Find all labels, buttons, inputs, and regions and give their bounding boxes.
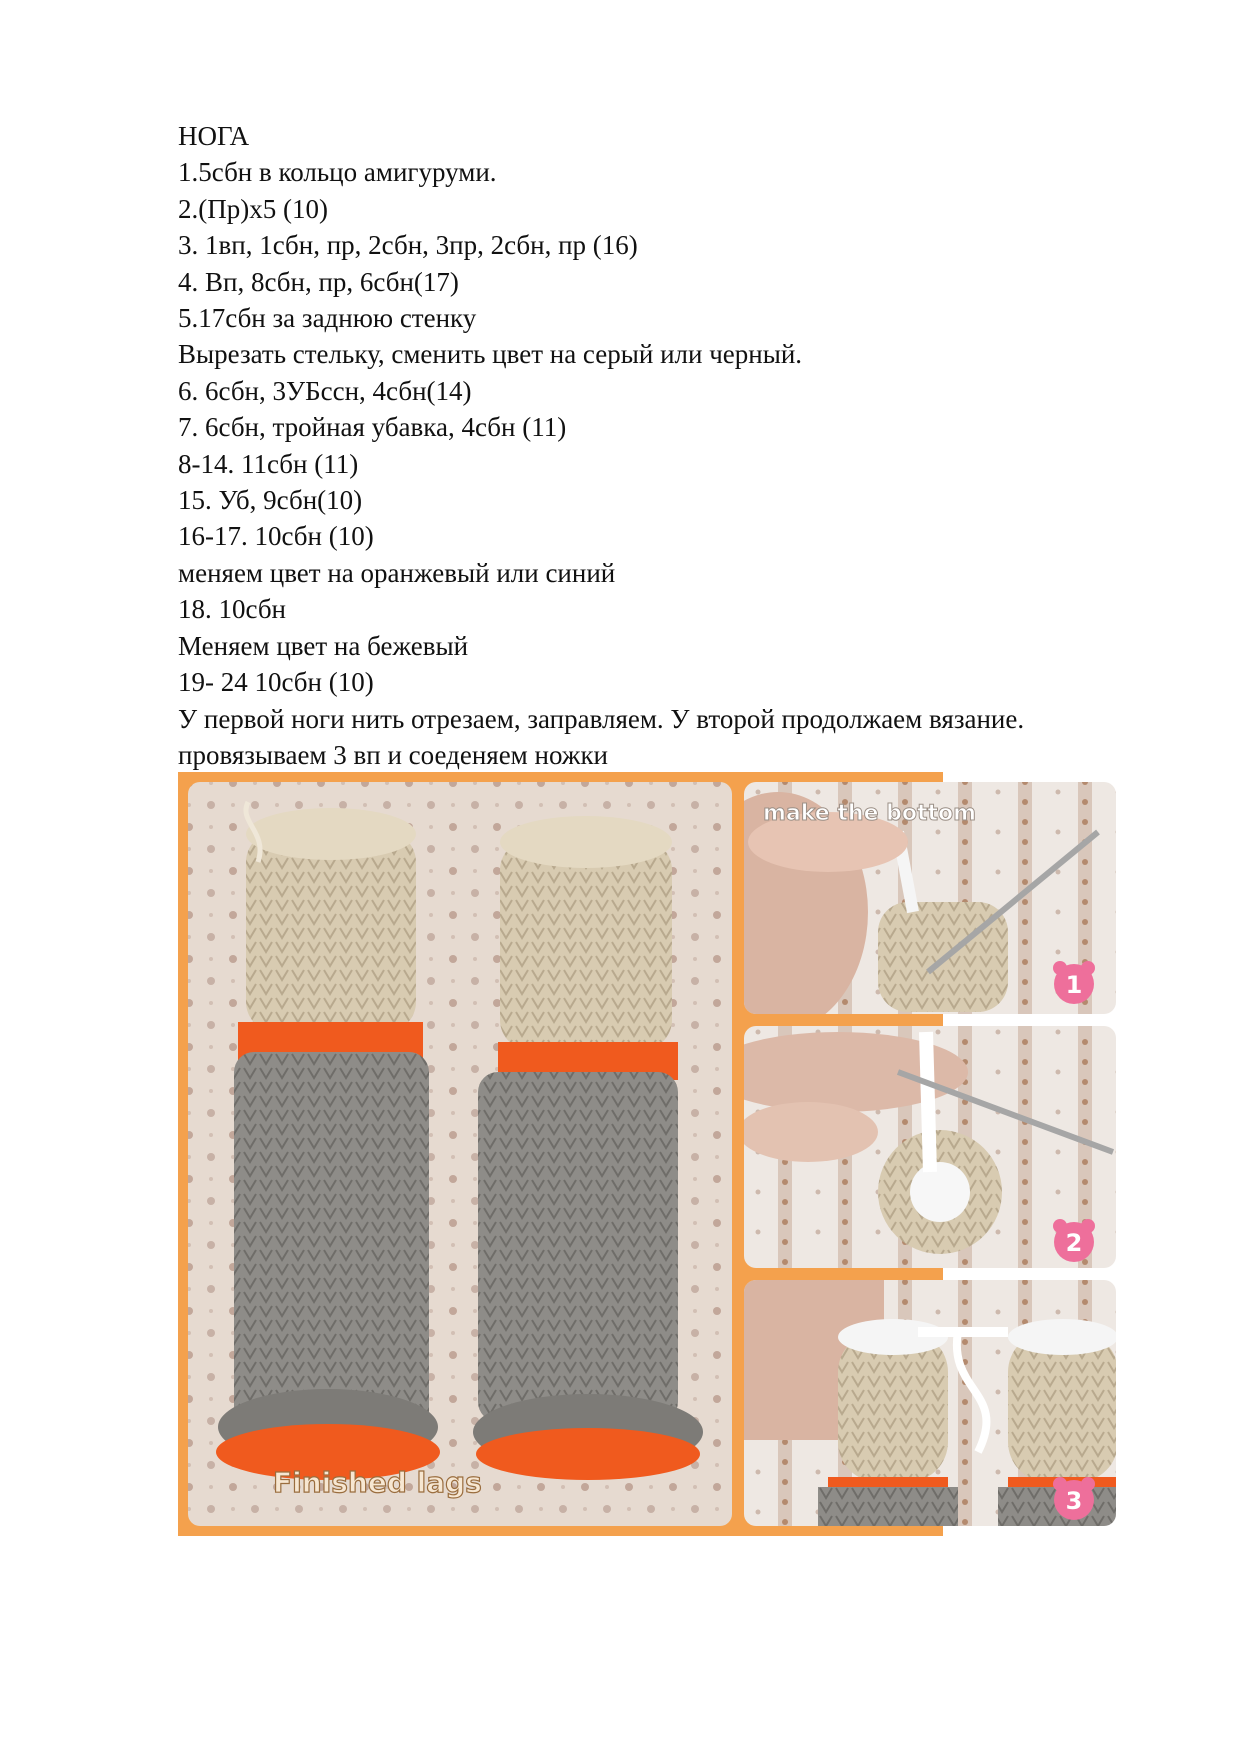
text-line: 5.17сбн за заднюю стенку xyxy=(178,303,477,334)
finished-caption: Finished lags xyxy=(273,1466,482,1499)
text-line: 7. 6сбн, тройная убавка, 4сбн (11) xyxy=(178,412,567,443)
text-line: 18. 10сбн xyxy=(178,594,286,625)
photo-collage xyxy=(178,772,1083,1536)
left-leg-illustration xyxy=(216,808,440,1480)
text-line: 15. Уб, 9сбн(10) xyxy=(178,485,363,516)
text-line: 16-17. 10сбн (10) xyxy=(178,521,374,552)
text-line: 19- 24 10сбн (10) xyxy=(178,667,374,698)
text-line: Вырезать стельку, сменить цвет на серый или черный. xyxy=(178,339,803,370)
text-line: Меняем цвет на бежевый xyxy=(178,630,469,661)
text-line: 6. 6сбн, 3УБссн, 4сбн(14) xyxy=(178,375,472,406)
svg-text:2: 2 xyxy=(1065,1229,1083,1257)
svg-text:3: 3 xyxy=(1065,1487,1083,1515)
svg-text:1: 1 xyxy=(1065,971,1083,999)
pattern-text xyxy=(178,118,1178,773)
step3-badge xyxy=(1053,1477,1095,1520)
text-line: 8-14. 11сбн (11) xyxy=(178,448,359,479)
text-line: 3. 1вп, 1сбн, пр, 2сбн, 3пр, 2сбн, пр (16) xyxy=(178,230,638,261)
step1-badge xyxy=(1053,961,1095,1004)
main-photo xyxy=(188,782,732,1526)
right-leg-illustration xyxy=(473,816,703,1480)
section-title: НОГА xyxy=(178,121,250,151)
text-line: У первой ноги нить отрезаем, заправляем. У второй продолжаем вязание. xyxy=(178,703,1025,734)
text-line: провязываем 3 вп и соеденяем ножки xyxy=(178,739,609,770)
text-line: 4. Вп, 8сбн, пр, 6сбн(17) xyxy=(178,266,459,297)
step2-photo xyxy=(708,1026,1116,1268)
text-line: 2.(Пр)х5 (10) xyxy=(178,193,328,224)
step2-badge xyxy=(1053,1219,1095,1262)
text-line: 1.5сбн в кольцо амигуруми. xyxy=(178,157,497,188)
step1-caption: make the bottom xyxy=(763,801,977,826)
text-line: меняем цвет на оранжевый или синий xyxy=(178,557,616,588)
